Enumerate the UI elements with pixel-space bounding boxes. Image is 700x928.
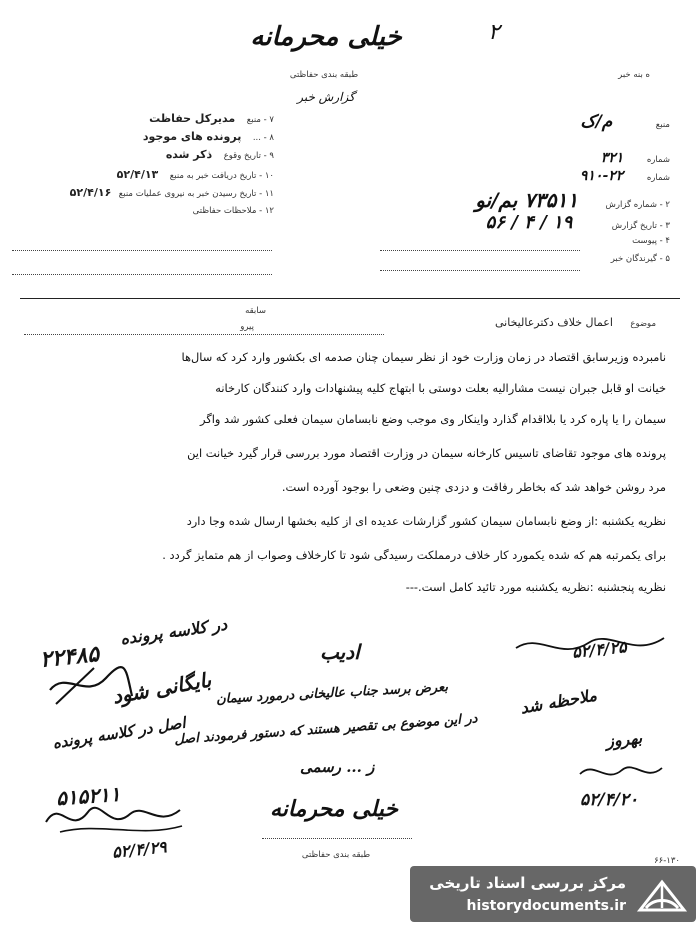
watermark	[410, 866, 696, 922]
right-field-report-date: ۳ - تاریخ گزارش ۱۹ / ۴ / ۵۶	[485, 212, 670, 233]
right-field-recipients: ۵ - گیرندگان خبر	[610, 254, 670, 264]
top-right-label: ه بنه خبر	[618, 70, 650, 80]
classification-caption-top: طبقه بندی حفاظتی	[289, 70, 359, 80]
handwritten-center-line-1: بعرض برسد جناب عالیخانی درمورد سیمان	[215, 679, 449, 708]
right-field-source: منبع م/ک	[580, 112, 670, 132]
opinion-sunday-1: نظریه یکشنبه :از وضع نابسامان سیمان کشور گزارشات عدیده ای از کلیه بخشها ارسال شده وجا دارد	[186, 514, 666, 528]
right-field-number-b: شماره ۲۲-۹۱۰	[579, 168, 670, 184]
handwritten-right-note: ملاحظه شد	[518, 685, 599, 718]
handwritten-signature-left	[40, 792, 190, 842]
watermark-title: مرکز بررسی اسناد تاریخی	[429, 874, 626, 892]
handwritten-signature-right-bottom	[576, 758, 666, 786]
body-line-4: پرونده های موجود تقاضای تاسیس کارخانه سیمان در وزارت اقتصاد مورد بررسی قرار گیرد خیانت این	[187, 446, 666, 460]
handwritten-center-title: ادیب	[320, 640, 360, 664]
handwritten-bottom-date: ۵۲/۴/۲۹	[111, 837, 168, 862]
classification-stamp-bottom: خیلی محرمانه	[269, 796, 399, 822]
right-fields	[370, 108, 670, 278]
handwritten-right-date-top: ۵۲/۴/۲۵	[571, 637, 628, 662]
handwritten-center-line-2: در این موضوع بی تقصیر هستند که دستور فرمودند اصل	[173, 711, 478, 748]
handwritten-bottom-number: ۵۱۵۲۱۱	[55, 781, 122, 811]
classification-caption-bottom: طبقه بندی حفاظتی	[301, 850, 371, 860]
watermark-url: historydocuments.ir	[466, 898, 626, 914]
subject-side-label-1: سابقه	[245, 306, 266, 316]
body-line-5: مرد روشن خواهد شد که بخاطر رفاقت و دزدی چنین وضعی را بوجود آورده است.	[281, 480, 666, 494]
handwritten-center-line-3: ز ... رسمی	[300, 758, 375, 776]
corner-number: ۲	[488, 20, 500, 45]
left-field-delivered: ۱۱ - تاریخ رسیدن خبر به نیروی عملیات منبع ۵۲/۴/۱۶	[69, 186, 274, 199]
opinion-thursday: نظریه پنجشنبه :نظریه یکشنبه مورد تائید کامل است.---	[405, 580, 666, 594]
book-logo-icon	[636, 872, 688, 916]
right-field-number-a: شماره ۳۲۱	[600, 150, 670, 166]
report-title: گزارش خبر	[297, 90, 355, 104]
left-field-notes: ۱۲ - ملاحظات حفاظتی	[192, 206, 274, 216]
form-code: ۶۶-۱۳۰	[654, 856, 680, 866]
subject-label: موضوع	[630, 319, 656, 329]
left-field-source: ۷ - منبع مدیرکل حفاظت	[149, 112, 274, 125]
right-field-report-number: ۲ - شماره گزارش ۷۳۵۱۱ بم/نو	[475, 188, 670, 212]
handwritten-signature-right	[510, 628, 670, 668]
left-field-received: ۱۰ - تاریخ دریافت خبر به منبع ۵۲/۴/۱۳	[116, 168, 274, 181]
body-line-1: نامبرده وزیرسابق اقتصاد در زمان وزارت خود از نظر سیمان چنان صدمه ای بکشور وارد کرد که سال‌ها	[181, 350, 666, 364]
left-fields	[12, 112, 274, 224]
subject-text: اعمال خلاف دکترعالیخانی	[495, 316, 613, 329]
left-field-occurrence: ۹ - تاریخ وقوع ذکر شده	[165, 148, 274, 161]
left-field-files: ۸ - ... پرونده های موجود	[142, 130, 274, 143]
handwritten-file-number: ۲۲۴۸۵	[38, 640, 101, 674]
handwritten-original-note: اصل در کلاسه پرونده	[51, 713, 187, 753]
handwritten-right-date-bottom: ۵۲/۴/۲۰	[580, 790, 639, 810]
handwritten-classify-note: در کلاسه پرونده	[119, 614, 229, 649]
opinion-sunday-2: برای یکمرتبه هم که شده یکمورد کار خلاف درمملکت رسیدگی شود تا کارخلاف وصواب از هم متمایز گردد .	[162, 548, 666, 562]
body-line-3: سیمان را یا پاره کرد یا بلااقدام گذارد واینکار وی موجب وضع نابسامان سیمان فعلی کشور شد واگر	[200, 412, 666, 426]
classification-stamp-top: خیلی محرمانه	[250, 22, 402, 52]
handwritten-right-name: بهروز	[605, 728, 644, 751]
body-line-2: خیانت او قابل جبران نیست مشارالیه بعلت دوستی با ابتهاج کلیه پیشنهادات وارد کنندگان کارخانه	[215, 381, 666, 395]
handwritten-check-mark	[46, 660, 136, 710]
subject-side-label-2: پیرو	[240, 322, 254, 332]
subject-line	[316, 316, 656, 329]
handwritten-archive-note: بایگانی شود	[110, 667, 213, 709]
right-field-attachment: ۴ - پیوست	[632, 236, 670, 246]
